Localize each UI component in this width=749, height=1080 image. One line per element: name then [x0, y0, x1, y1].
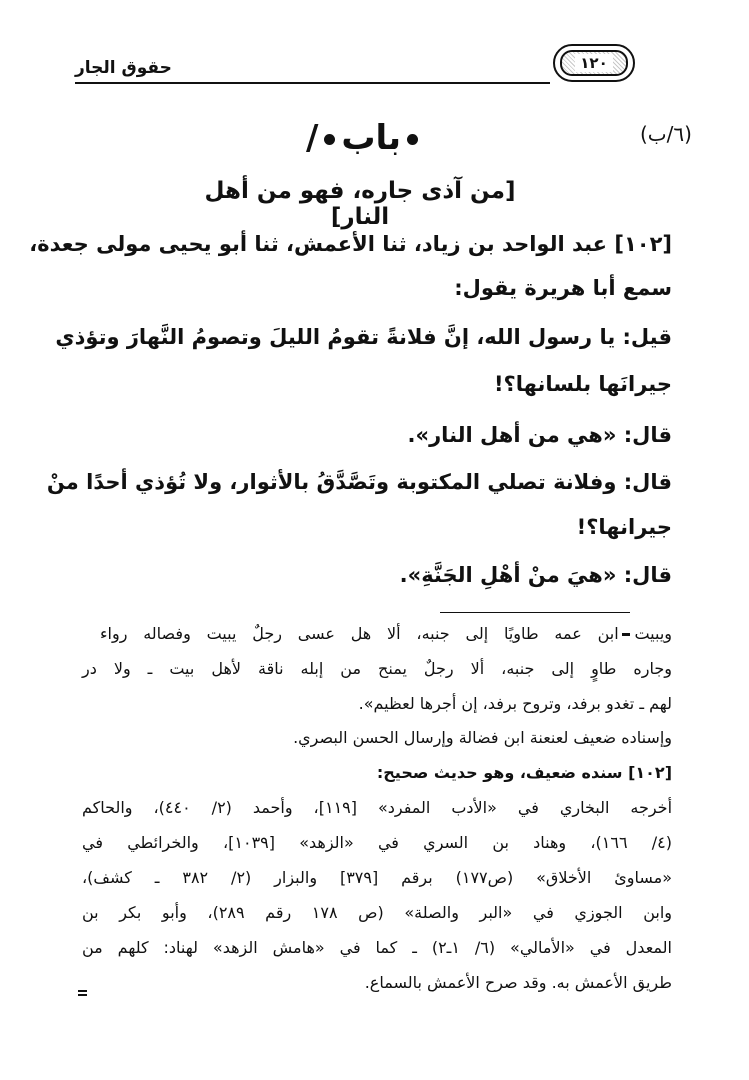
manuscript-folio-reference: (٦/ب)	[640, 122, 692, 146]
footnote-line: (٤/ ١٦٦)، وهناد بن السري في «الزهد» [١٠٣٩]، والخرائطي في	[82, 833, 673, 852]
footnote-separator	[440, 612, 630, 613]
footnote-line: وإسناده ضعيف لعنعنة ابن فضالة وإرسال الحسن البصري.	[293, 728, 672, 747]
footnote-line: المعدل في «الأمالي» (٦/ ١ـ٢) ـ كما في «هامش الزهد» لهناد: كلهم من	[82, 938, 672, 957]
page-number-frame	[560, 50, 628, 76]
footnote-line: وابن الجوزي في «البر والصلة» (ص ١٧٨ رقم ٢٨٩)، وأبو بكر بن	[82, 903, 672, 922]
header-rule	[75, 82, 550, 84]
chapter-title: [من آذى جاره، فهو من أهل النار]	[204, 178, 516, 230]
ornament-dot	[324, 134, 335, 145]
body-line: قال: «هيَ منْ أهْلِ الجَنَّةِ».	[399, 563, 672, 587]
body-line: قال: وفلانة تصلي المكتوبة وتَصَّدَّقُ بالأثوار، ولا تُؤذي أحدًا منْ	[46, 470, 672, 494]
footnote-title: [١٠٢] سنده ضعيف، وهو حديث صحيح:	[376, 763, 672, 782]
footnote-line: ويبيت ابن عمه طاويًا إلى جنبه، ألا هل عسى رجلٌ يبيت وفصاله رواء	[100, 624, 672, 643]
body-line: قال: «هي من أهل النار».	[407, 423, 672, 447]
running-header-title: حقوق الجار	[75, 58, 172, 78]
footnote-line: لهم ـ تغدو برفد، وتروح برفد، إن أجرها لعظيم».	[358, 694, 672, 713]
chapter-word: باب	[341, 118, 402, 158]
chapter-slash: /	[305, 118, 319, 158]
footnote-line: طريق الأعمش به. وقد صرح الأعمش بالسماع.	[364, 973, 672, 992]
body-line: [١٠٢] عبد الواحد بن زياد، ثنا الأعمش، ثنا أبو يحيى مولى جعدة،	[29, 232, 672, 256]
ornament-dot	[407, 134, 418, 145]
page-number-badge	[553, 44, 635, 82]
page-number: ١٢٠	[575, 54, 612, 72]
body-line: سمع أبا هريرة يقول:	[454, 276, 672, 300]
body-line: جيرانَها بلسانها؟!	[493, 372, 672, 396]
footnote-line: أخرجه البخاري في «الأدب المفرد» [١١٩]، وأحمد (٢/ ٤٤٠)، والحاكم	[82, 798, 673, 817]
chapter-heading	[290, 118, 440, 158]
footnote-line: «مساوئ الأخلاق» (ص١٧٧) برقم [٣٧٩] والبزار (٢/ ٣٨٢ ـ كشف)،	[82, 868, 673, 887]
continuation-mark	[78, 990, 87, 996]
footnote-line: وجاره طاوٍ إلى جنبه، ألا رجلٌ يمنح من إبله ناقة لأهل بيت ـ ولا در	[82, 659, 672, 678]
body-line: قيل: يا رسول الله، إنَّ فلانةً تقومُ الليلَ وتصومُ النَّهارَ وتؤذي	[55, 325, 672, 349]
body-line: جيرانها؟!	[576, 515, 672, 539]
